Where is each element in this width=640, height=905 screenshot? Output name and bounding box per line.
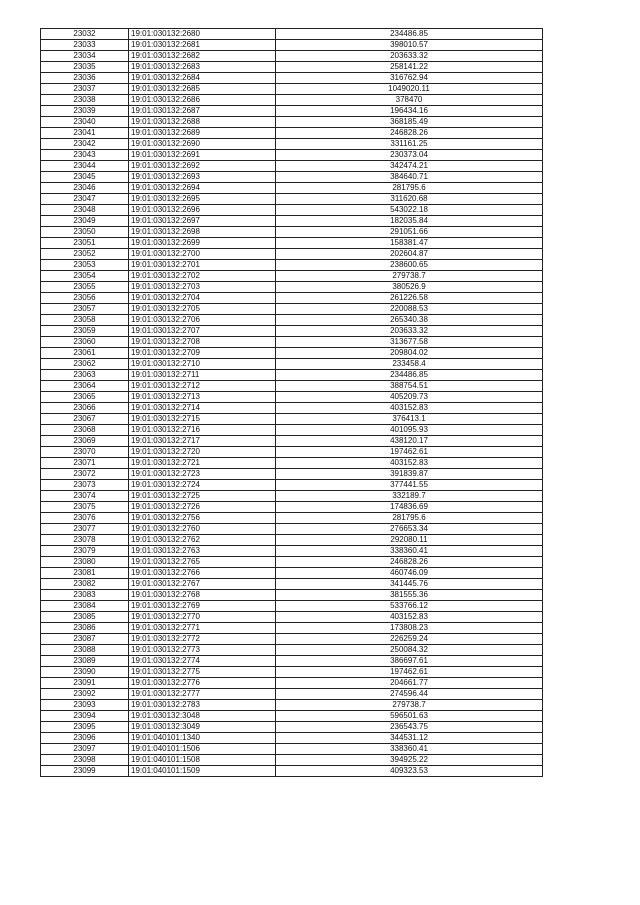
cadastral-number-cell: 19:01:040101:1340 — [129, 733, 276, 744]
row-id-cell: 23049 — [41, 216, 129, 227]
row-id-cell: 23053 — [41, 260, 129, 271]
table-row — [41, 502, 543, 513]
row-id-cell: 23081 — [41, 568, 129, 579]
row-id-cell: 23063 — [41, 370, 129, 381]
amount-cell: 341445.76 — [276, 579, 543, 590]
cadastral-number-cell: 19:01:030132:2708 — [129, 337, 276, 348]
cadastral-number-cell: 19:01:030132:2714 — [129, 403, 276, 414]
row-id-cell: 23066 — [41, 403, 129, 414]
table-row — [41, 722, 543, 733]
amount-cell: 394925.22 — [276, 755, 543, 766]
row-id-cell: 23061 — [41, 348, 129, 359]
cadastral-number-cell: 19:01:030132:2701 — [129, 260, 276, 271]
cadastral-number-cell: 19:01:030132:2693 — [129, 172, 276, 183]
row-id-cell: 23082 — [41, 579, 129, 590]
cadastral-number-cell: 19:01:030132:2777 — [129, 689, 276, 700]
cadastral-number-cell: 19:01:030132:2681 — [129, 40, 276, 51]
amount-cell: 368185.49 — [276, 117, 543, 128]
table-row — [41, 29, 543, 40]
cadastral-number-cell: 19:01:030132:2774 — [129, 656, 276, 667]
table-row — [41, 458, 543, 469]
table-row — [41, 634, 543, 645]
table-row — [41, 282, 543, 293]
cadastral-number-cell: 19:01:030132:2726 — [129, 502, 276, 513]
table-row — [41, 205, 543, 216]
cadastral-number-cell: 19:01:030132:2680 — [129, 29, 276, 40]
amount-cell: 209804.02 — [276, 348, 543, 359]
table-row — [41, 557, 543, 568]
amount-cell: 291051.66 — [276, 227, 543, 238]
row-id-cell: 23041 — [41, 128, 129, 139]
cadastral-number-cell: 19:01:030132:2775 — [129, 667, 276, 678]
table-row — [41, 755, 543, 766]
row-id-cell: 23076 — [41, 513, 129, 524]
amount-cell: 274596.44 — [276, 689, 543, 700]
row-id-cell: 23080 — [41, 557, 129, 568]
amount-cell: 338360.41 — [276, 744, 543, 755]
amount-cell: 344531.12 — [276, 733, 543, 744]
row-id-cell: 23062 — [41, 359, 129, 370]
row-id-cell: 23035 — [41, 62, 129, 73]
table-row — [41, 678, 543, 689]
table-row — [41, 370, 543, 381]
amount-cell: 279738.7 — [276, 271, 543, 282]
table-row — [41, 744, 543, 755]
row-id-cell: 23050 — [41, 227, 129, 238]
row-id-cell: 23092 — [41, 689, 129, 700]
row-id-cell: 23038 — [41, 95, 129, 106]
cadastral-number-cell: 19:01:030132:2770 — [129, 612, 276, 623]
amount-cell: 196434.16 — [276, 106, 543, 117]
amount-cell: 265340.38 — [276, 315, 543, 326]
table-row — [41, 293, 543, 304]
cadastral-number-cell: 19:01:030132:2684 — [129, 73, 276, 84]
table-row — [41, 447, 543, 458]
amount-cell: 398010.57 — [276, 40, 543, 51]
amount-cell: 234486.85 — [276, 370, 543, 381]
amount-cell: 342474.21 — [276, 161, 543, 172]
table-row — [41, 623, 543, 634]
cadastral-number-cell: 19:01:030132:2690 — [129, 139, 276, 150]
row-id-cell: 23056 — [41, 293, 129, 304]
row-id-cell: 23065 — [41, 392, 129, 403]
cadastral-number-cell: 19:01:030132:2706 — [129, 315, 276, 326]
cadastral-number-cell: 19:01:030132:2687 — [129, 106, 276, 117]
row-id-cell: 23078 — [41, 535, 129, 546]
amount-cell: 596501.63 — [276, 711, 543, 722]
amount-cell: 238600.65 — [276, 260, 543, 271]
amount-cell: 197462.61 — [276, 667, 543, 678]
amount-cell: 543022.18 — [276, 205, 543, 216]
row-id-cell: 23047 — [41, 194, 129, 205]
amount-cell: 403152.83 — [276, 612, 543, 623]
cadastral-number-cell: 19:01:030132:2716 — [129, 425, 276, 436]
table-row — [41, 579, 543, 590]
table-row — [41, 304, 543, 315]
amount-cell: 226259.24 — [276, 634, 543, 645]
cadastral-number-cell: 19:01:030132:2763 — [129, 546, 276, 557]
row-id-cell: 23040 — [41, 117, 129, 128]
row-id-cell: 23059 — [41, 326, 129, 337]
cadastral-number-cell: 19:01:030132:2700 — [129, 249, 276, 260]
table-row — [41, 249, 543, 260]
row-id-cell: 23046 — [41, 183, 129, 194]
cadastral-number-cell: 19:01:030132:2765 — [129, 557, 276, 568]
cadastral-number-cell: 19:01:030132:2698 — [129, 227, 276, 238]
amount-cell: 401095.93 — [276, 425, 543, 436]
cadastral-number-cell: 19:01:030132:2703 — [129, 282, 276, 293]
cadastral-number-cell: 19:01:030132:2709 — [129, 348, 276, 359]
row-id-cell: 23077 — [41, 524, 129, 535]
row-id-cell: 23043 — [41, 150, 129, 161]
table-row — [41, 172, 543, 183]
cadastral-number-cell: 19:01:030132:2724 — [129, 480, 276, 491]
row-id-cell: 23054 — [41, 271, 129, 282]
table-row — [41, 84, 543, 95]
row-id-cell: 23097 — [41, 744, 129, 755]
table-row — [41, 711, 543, 722]
cadastral-number-cell: 19:01:030132:2685 — [129, 84, 276, 95]
amount-cell: 220088.53 — [276, 304, 543, 315]
amount-cell: 378470 — [276, 95, 543, 106]
row-id-cell: 23069 — [41, 436, 129, 447]
amount-cell: 316762.94 — [276, 73, 543, 84]
row-id-cell: 23052 — [41, 249, 129, 260]
row-id-cell: 23070 — [41, 447, 129, 458]
table-row — [41, 216, 543, 227]
amount-cell: 230373.04 — [276, 150, 543, 161]
amount-cell: 173808.23 — [276, 623, 543, 634]
table-row — [41, 392, 543, 403]
amount-cell: 158381.47 — [276, 238, 543, 249]
cadastral-number-cell: 19:01:030132:2783 — [129, 700, 276, 711]
row-id-cell: 23098 — [41, 755, 129, 766]
table-row — [41, 645, 543, 656]
table-row — [41, 656, 543, 667]
row-id-cell: 23088 — [41, 645, 129, 656]
table-row — [41, 150, 543, 161]
row-id-cell: 23095 — [41, 722, 129, 733]
table-row — [41, 106, 543, 117]
cadastral-number-cell: 19:01:030132:2695 — [129, 194, 276, 205]
cadastral-number-cell: 19:01:030132:2692 — [129, 161, 276, 172]
table-row — [41, 381, 543, 392]
amount-cell: 246828.26 — [276, 557, 543, 568]
table-row — [41, 194, 543, 205]
row-id-cell: 23039 — [41, 106, 129, 117]
row-id-cell: 23037 — [41, 84, 129, 95]
table-row — [41, 425, 543, 436]
cadastral-number-cell: 19:01:030132:2707 — [129, 326, 276, 337]
cadastral-number-cell: 19:01:030132:2715 — [129, 414, 276, 425]
row-id-cell: 23044 — [41, 161, 129, 172]
cadastral-number-cell: 19:01:030132:2697 — [129, 216, 276, 227]
amount-cell: 460746.09 — [276, 568, 543, 579]
amount-cell: 409323.53 — [276, 766, 543, 777]
row-id-cell: 23075 — [41, 502, 129, 513]
row-id-cell: 23057 — [41, 304, 129, 315]
amount-cell: 380526.9 — [276, 282, 543, 293]
table-row — [41, 601, 543, 612]
amount-cell: 313677.58 — [276, 337, 543, 348]
table-row — [41, 480, 543, 491]
row-id-cell: 23071 — [41, 458, 129, 469]
cadastral-number-cell: 19:01:030132:2691 — [129, 150, 276, 161]
row-id-cell: 23083 — [41, 590, 129, 601]
cadastral-number-cell: 19:01:030132:2723 — [129, 469, 276, 480]
row-id-cell: 23084 — [41, 601, 129, 612]
cadastral-number-cell: 19:01:030132:2688 — [129, 117, 276, 128]
cadastral-number-cell: 19:01:030132:2683 — [129, 62, 276, 73]
table-row — [41, 271, 543, 282]
amount-cell: 1049020.11 — [276, 84, 543, 95]
row-id-cell: 23048 — [41, 205, 129, 216]
cadastral-number-cell: 19:01:040101:1509 — [129, 766, 276, 777]
amount-cell: 234486.85 — [276, 29, 543, 40]
cadastral-number-cell: 19:01:030132:2696 — [129, 205, 276, 216]
row-id-cell: 23042 — [41, 139, 129, 150]
amount-cell: 292080.11 — [276, 535, 543, 546]
table-row — [41, 51, 543, 62]
row-id-cell: 23064 — [41, 381, 129, 392]
table-row — [41, 546, 543, 557]
amount-cell: 236543.75 — [276, 722, 543, 733]
row-id-cell: 23060 — [41, 337, 129, 348]
amount-cell: 202604.87 — [276, 249, 543, 260]
row-id-cell: 23099 — [41, 766, 129, 777]
amount-cell: 338360.41 — [276, 546, 543, 557]
cadastral-number-cell: 19:01:030132:2766 — [129, 568, 276, 579]
table-row — [41, 403, 543, 414]
row-id-cell: 23073 — [41, 480, 129, 491]
cadastral-number-cell: 19:01:030132:2725 — [129, 491, 276, 502]
table-row — [41, 689, 543, 700]
table-row — [41, 326, 543, 337]
table-row — [41, 117, 543, 128]
table-row — [41, 667, 543, 678]
amount-cell: 174836.69 — [276, 502, 543, 513]
table-row — [41, 183, 543, 194]
cadastral-number-cell: 19:01:030132:2760 — [129, 524, 276, 535]
table-row — [41, 227, 543, 238]
amount-cell: 533766.12 — [276, 601, 543, 612]
table-row — [41, 40, 543, 51]
amount-cell: 376413.1 — [276, 414, 543, 425]
amount-cell: 384640.71 — [276, 172, 543, 183]
amount-cell: 332189.7 — [276, 491, 543, 502]
amount-cell: 281795.6 — [276, 513, 543, 524]
table-row — [41, 260, 543, 271]
cadastral-number-cell: 19:01:030132:2769 — [129, 601, 276, 612]
cadastral-number-cell: 19:01:030132:2772 — [129, 634, 276, 645]
row-id-cell: 23079 — [41, 546, 129, 557]
amount-cell: 276653.34 — [276, 524, 543, 535]
amount-cell: 381555.36 — [276, 590, 543, 601]
amount-cell: 388754.51 — [276, 381, 543, 392]
table-row — [41, 315, 543, 326]
amount-cell: 377441.55 — [276, 480, 543, 491]
table-row — [41, 700, 543, 711]
row-id-cell: 23058 — [41, 315, 129, 326]
amount-cell: 386697.61 — [276, 656, 543, 667]
amount-cell: 182035.84 — [276, 216, 543, 227]
row-id-cell: 23074 — [41, 491, 129, 502]
cadastral-number-cell: 19:01:030132:2686 — [129, 95, 276, 106]
amount-cell: 279738.7 — [276, 700, 543, 711]
table-row — [41, 139, 543, 150]
row-id-cell: 23036 — [41, 73, 129, 84]
cadastral-number-cell: 19:01:030132:2704 — [129, 293, 276, 304]
amount-cell: 203633.32 — [276, 326, 543, 337]
amount-cell: 331161.25 — [276, 139, 543, 150]
amount-cell: 233458.4 — [276, 359, 543, 370]
table-row — [41, 238, 543, 249]
amount-cell: 261226.58 — [276, 293, 543, 304]
table-row — [41, 766, 543, 777]
table-row — [41, 491, 543, 502]
cadastral-number-cell: 19:01:030132:2705 — [129, 304, 276, 315]
amount-cell: 403152.83 — [276, 403, 543, 414]
cadastral-number-cell: 19:01:030132:2767 — [129, 579, 276, 590]
cadastral-number-cell: 19:01:030132:2682 — [129, 51, 276, 62]
row-id-cell: 23096 — [41, 733, 129, 744]
cadastral-number-cell: 19:01:030132:2710 — [129, 359, 276, 370]
table-row — [41, 513, 543, 524]
row-id-cell: 23032 — [41, 29, 129, 40]
table-row — [41, 161, 543, 172]
table-row — [41, 337, 543, 348]
table-row — [41, 524, 543, 535]
row-id-cell: 23086 — [41, 623, 129, 634]
cadastral-number-cell: 19:01:030132:2768 — [129, 590, 276, 601]
amount-cell: 438120.17 — [276, 436, 543, 447]
cadastral-number-cell: 19:01:030132:3048 — [129, 711, 276, 722]
cadastral-number-cell: 19:01:030132:2771 — [129, 623, 276, 634]
cadastral-number-cell: 19:01:030132:2762 — [129, 535, 276, 546]
amount-cell: 258141.22 — [276, 62, 543, 73]
row-id-cell: 23087 — [41, 634, 129, 645]
row-id-cell: 23085 — [41, 612, 129, 623]
cadastral-number-cell: 19:01:030132:2689 — [129, 128, 276, 139]
cadastral-number-cell: 19:01:040101:1508 — [129, 755, 276, 766]
table-row — [41, 590, 543, 601]
table-row — [41, 535, 543, 546]
cadastral-number-cell: 19:01:030132:2721 — [129, 458, 276, 469]
row-id-cell: 23067 — [41, 414, 129, 425]
cadastral-number-cell: 19:01:030132:2699 — [129, 238, 276, 249]
row-id-cell: 23089 — [41, 656, 129, 667]
row-id-cell: 23093 — [41, 700, 129, 711]
row-id-cell: 23072 — [41, 469, 129, 480]
amount-cell: 250084.32 — [276, 645, 543, 656]
cadastral-number-cell: 19:01:030132:2717 — [129, 436, 276, 447]
amount-cell: 246828.26 — [276, 128, 543, 139]
table-row — [41, 436, 543, 447]
amount-cell: 197462.61 — [276, 447, 543, 458]
amount-cell: 311620.68 — [276, 194, 543, 205]
row-id-cell: 23091 — [41, 678, 129, 689]
row-id-cell: 23034 — [41, 51, 129, 62]
cadastral-number-cell: 19:01:030132:2773 — [129, 645, 276, 656]
cadastral-number-cell: 19:01:030132:2712 — [129, 381, 276, 392]
row-id-cell: 23051 — [41, 238, 129, 249]
table-row — [41, 62, 543, 73]
table-row — [41, 414, 543, 425]
amount-cell: 391839.87 — [276, 469, 543, 480]
table-row — [41, 359, 543, 370]
cadastral-number-cell: 19:01:030132:2694 — [129, 183, 276, 194]
row-id-cell: 23055 — [41, 282, 129, 293]
cadastral-number-cell: 19:01:040101:1506 — [129, 744, 276, 755]
cadastral-number-cell: 19:01:030132:2756 — [129, 513, 276, 524]
amount-cell: 405209.73 — [276, 392, 543, 403]
data-table — [40, 28, 543, 777]
table-row — [41, 128, 543, 139]
cadastral-number-cell: 19:01:030132:3049 — [129, 722, 276, 733]
row-id-cell: 23090 — [41, 667, 129, 678]
cadastral-number-cell: 19:01:030132:2711 — [129, 370, 276, 381]
table-body — [41, 29, 543, 777]
row-id-cell: 23033 — [41, 40, 129, 51]
table-row — [41, 469, 543, 480]
table-row — [41, 73, 543, 84]
row-id-cell: 23068 — [41, 425, 129, 436]
amount-cell: 203633.32 — [276, 51, 543, 62]
amount-cell: 403152.83 — [276, 458, 543, 469]
cadastral-number-cell: 19:01:030132:2720 — [129, 447, 276, 458]
cadastral-number-cell: 19:01:030132:2713 — [129, 392, 276, 403]
cadastral-number-cell: 19:01:030132:2702 — [129, 271, 276, 282]
table-row — [41, 612, 543, 623]
table-row — [41, 348, 543, 359]
row-id-cell: 23094 — [41, 711, 129, 722]
amount-cell: 281795.6 — [276, 183, 543, 194]
table-row — [41, 95, 543, 106]
cadastral-number-cell: 19:01:030132:2776 — [129, 678, 276, 689]
table-row — [41, 733, 543, 744]
row-id-cell: 23045 — [41, 172, 129, 183]
table-row — [41, 568, 543, 579]
amount-cell: 204661.77 — [276, 678, 543, 689]
